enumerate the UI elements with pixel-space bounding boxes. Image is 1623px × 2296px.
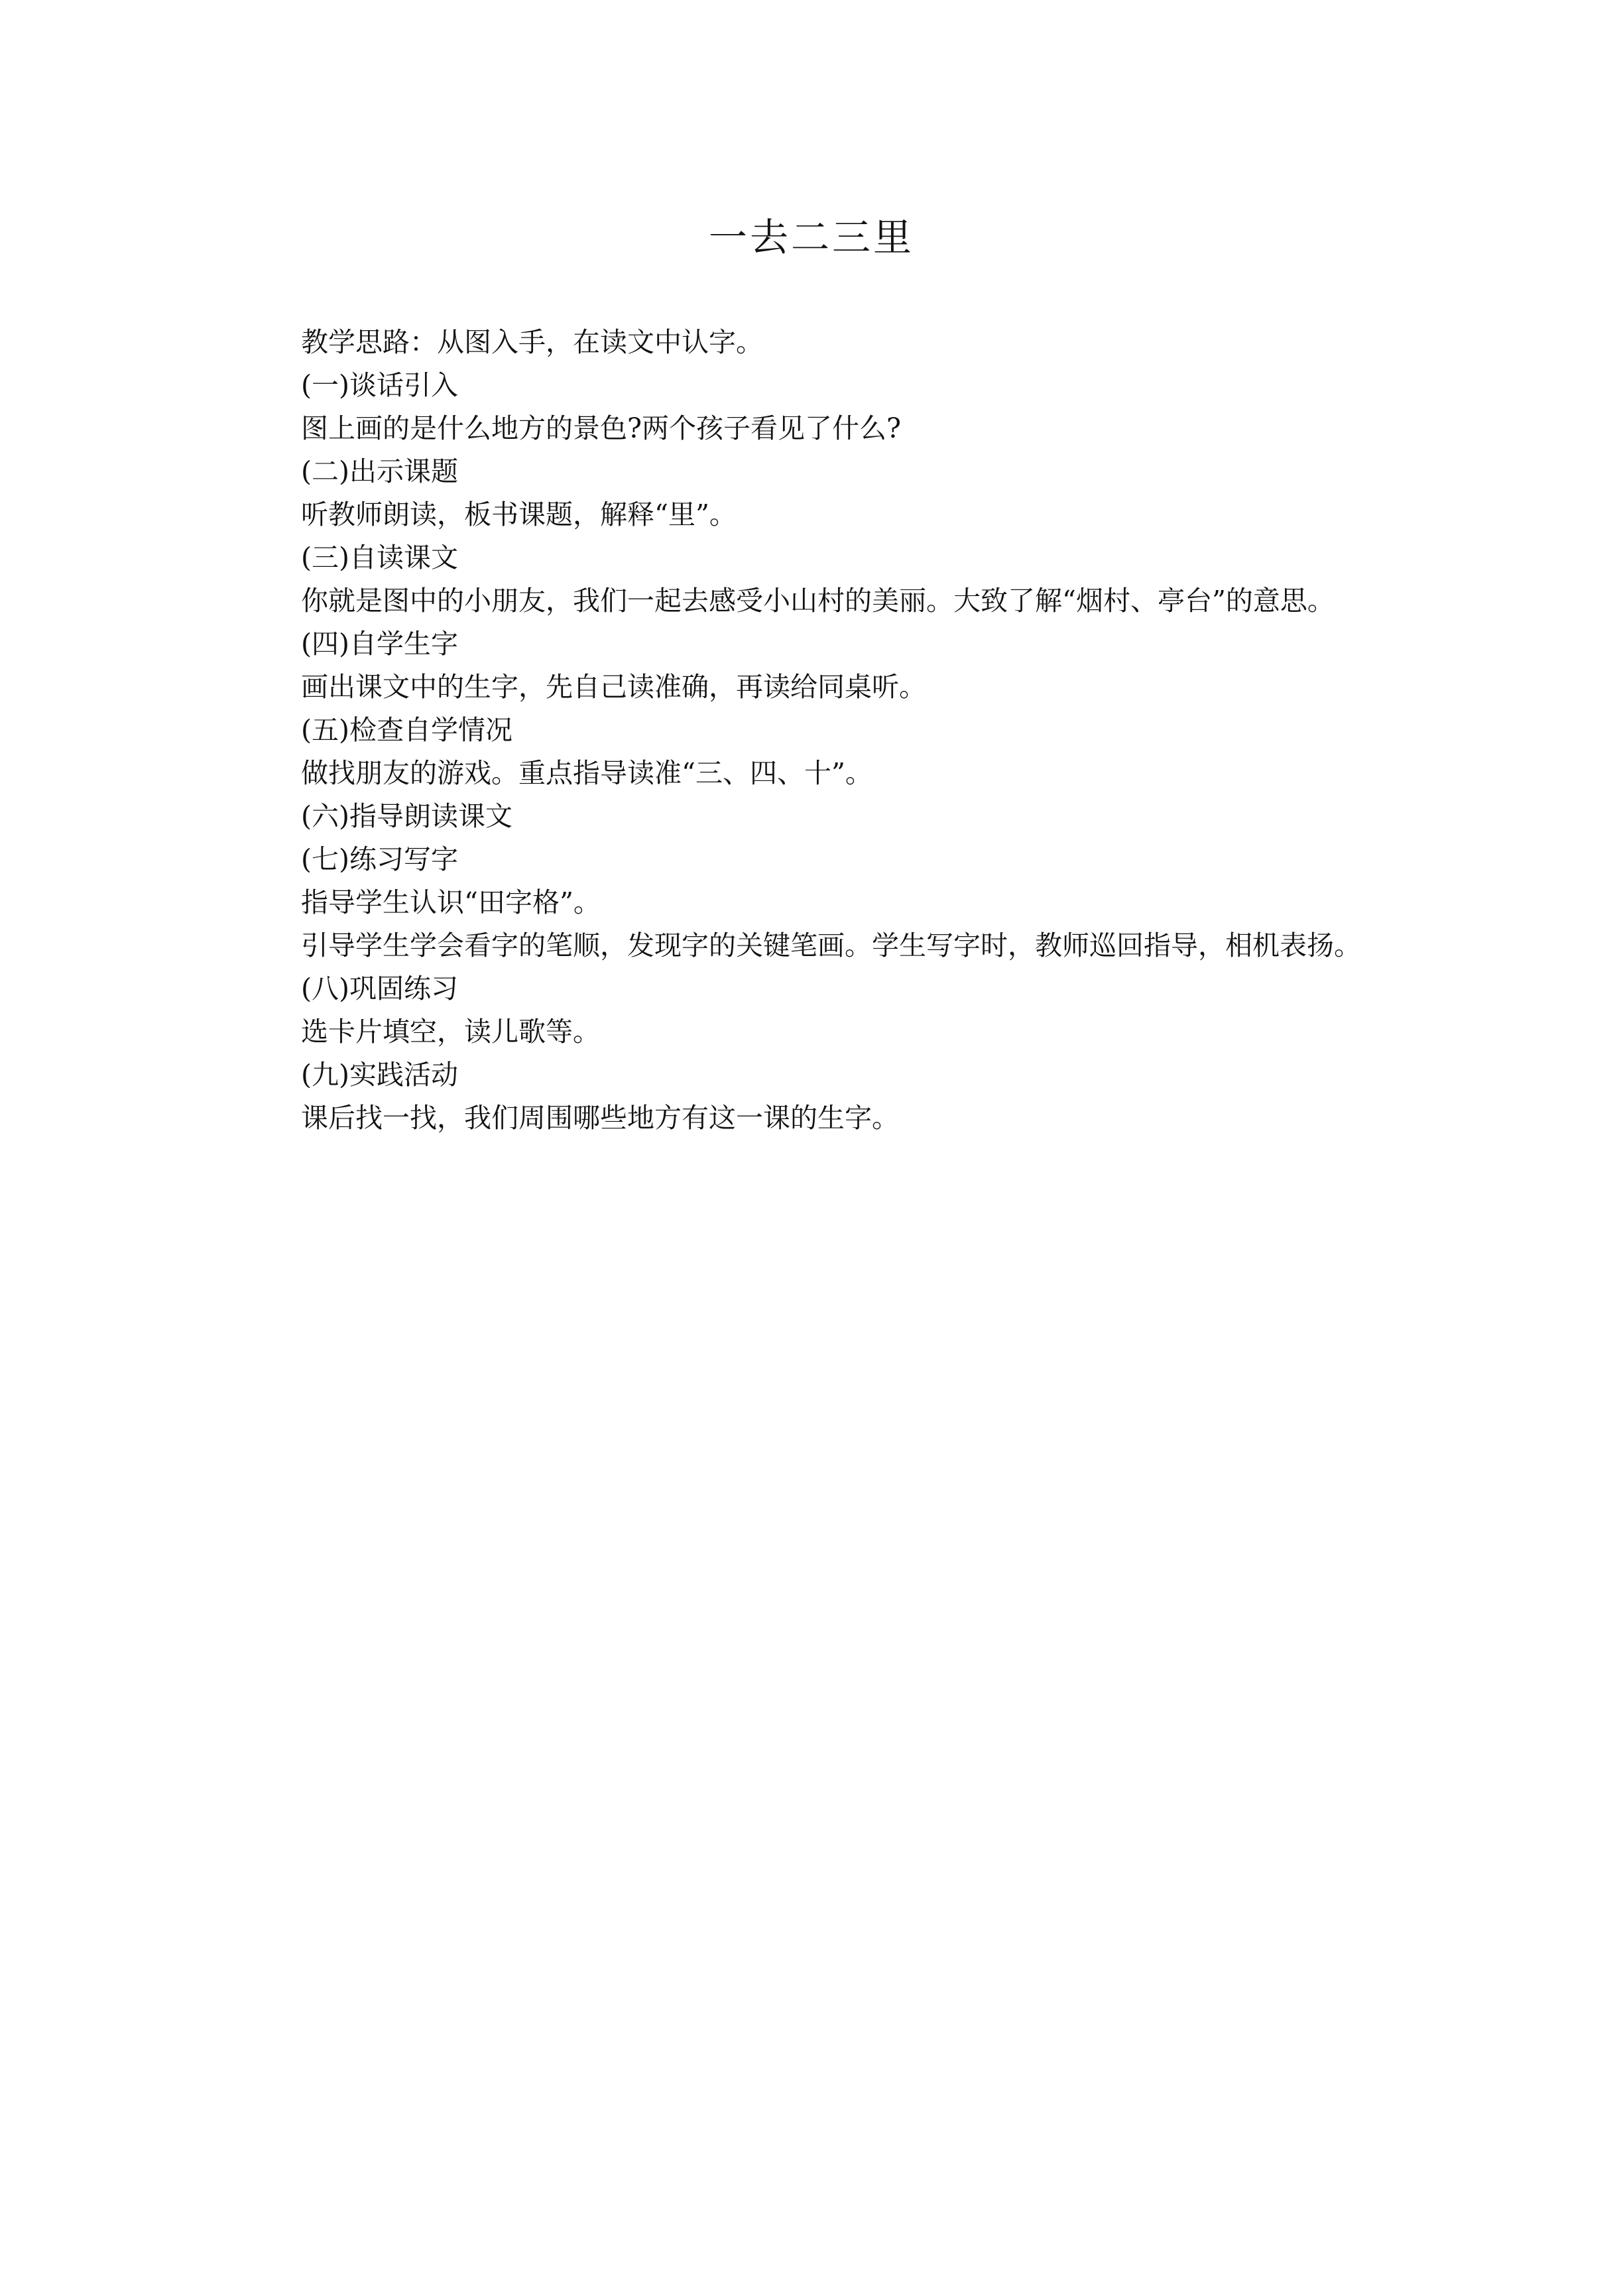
- section-heading-2: (二)出示课题: [301, 455, 458, 487]
- paragraph: 指导学生认识“田字格”。: [301, 886, 601, 918]
- section-heading-3: (三)自读课文: [301, 542, 458, 574]
- paragraph: 画出课文中的生字，先自己读准确，再读给同桌听。: [301, 671, 926, 703]
- paragraph: 图上画的是什么地方的景色?两个孩子看见了什么?: [301, 412, 901, 444]
- section-heading-9: (九)实践活动: [301, 1059, 458, 1091]
- section-heading-1: (一)谈话引入: [301, 369, 458, 401]
- paragraph-teaching-idea: 教学思路：从图入手，在读文中认字。: [301, 326, 763, 358]
- document-title: 一去二三里: [708, 215, 914, 260]
- paragraph: 你就是图中的小朋友，我们一起去感受小山村的美丽。大致了解“烟村、亭台”的意思。: [301, 585, 1335, 617]
- document-body: [247, 321, 1394, 1140]
- section-heading-5: (五)检查自学情况: [301, 714, 512, 746]
- paragraph: 引导学生学会看字的笔顺，发现字的关键笔画。学生写字时，教师巡回指导，相机表扬。: [301, 930, 1361, 961]
- paragraph: 选卡片填空，读儿歌等。: [301, 1016, 600, 1048]
- section-heading-8: (八)巩固练习: [301, 973, 458, 1004]
- section-heading-7: (七)练习写字: [301, 843, 458, 875]
- paragraph: 做找朋友的游戏。重点指导读准“三、四、十”。: [301, 757, 872, 789]
- section-heading-4: (四)自学生字: [301, 628, 458, 660]
- section-heading-6: (六)指导朗读课文: [301, 800, 512, 832]
- paragraph: 听教师朗读，板书课题，解释“里”。: [301, 499, 737, 530]
- paragraph: 课后找一找，我们周围哪些地方有这一课的生字。: [301, 1102, 899, 1134]
